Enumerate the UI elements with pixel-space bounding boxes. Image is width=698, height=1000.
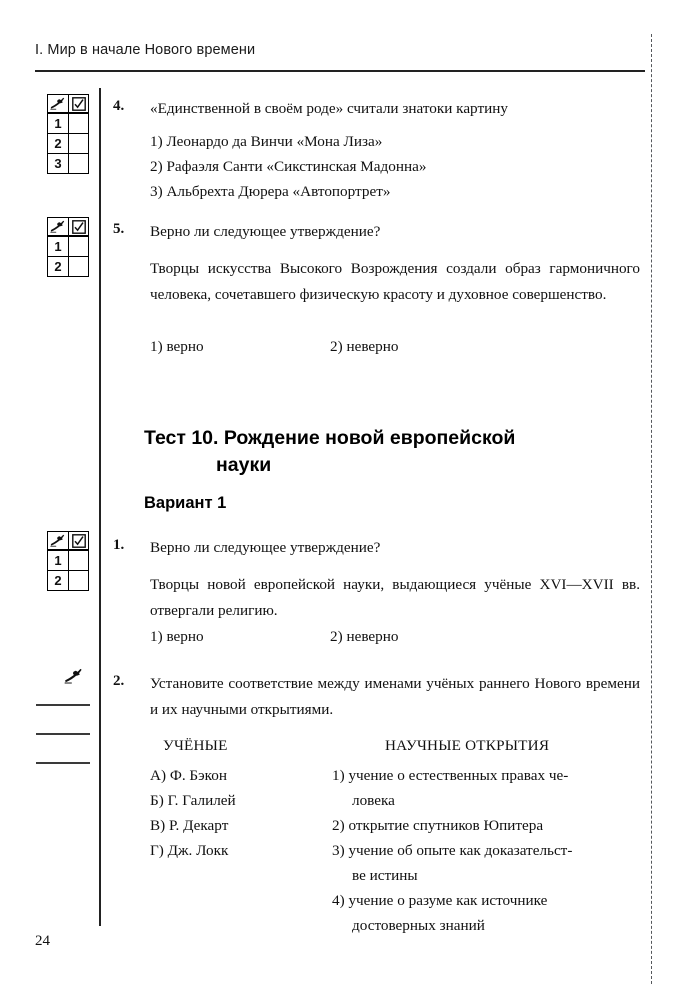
answer-box[interactable] <box>68 114 88 133</box>
test-title-line1: Рождение новой европейской <box>223 427 516 449</box>
write-line[interactable] <box>36 733 90 735</box>
answer-box[interactable] <box>68 551 88 570</box>
option-t10-q1-2[interactable]: 2) неверно <box>330 628 399 645</box>
answer-row-number: 2 <box>54 259 62 274</box>
question-prompt-5: Верно ли следующее утверждение? <box>150 223 381 240</box>
pen-nib-icon <box>48 218 68 235</box>
match-right-item-line2: ловека <box>352 792 395 809</box>
match-right-item-line1: открытие спутников Юпитера <box>348 817 544 834</box>
match-right-item-line2: ве истины <box>352 867 418 884</box>
answer-row-number: 2 <box>54 573 62 588</box>
match-right-header: НАУЧНЫЕ ОТКРЫТИЯ <box>385 737 550 754</box>
match-left-item[interactable]: Б) Г. Галилей <box>150 792 236 809</box>
test-title-label: Тест 10. <box>144 427 219 449</box>
match-right-item-num: 2) <box>332 817 345 834</box>
pen-nib-icon <box>48 95 68 112</box>
page-number: 24 <box>35 933 50 949</box>
question-number-t10-1: 1. <box>113 537 125 553</box>
header-rule <box>35 70 645 72</box>
column-separator-rule <box>99 88 101 926</box>
answer-row-number: 1 <box>54 239 62 254</box>
match-right-item-num: 3) <box>332 842 345 859</box>
answer-row-number: 1 <box>54 116 62 131</box>
checked-checkbox-icon <box>68 95 88 112</box>
question-statement-5: Творцы искусства Высокого Возрождения создали образ гармоничного человека, сочетавшего физическую красоту и духовное совершенство. <box>150 260 640 303</box>
match-left-item[interactable]: А) Ф. Бэкон <box>150 767 227 784</box>
running-head: I. Мир в начале Нового времени <box>35 42 256 58</box>
match-left-item[interactable]: В) Р. Декарт <box>150 817 229 834</box>
answer-box[interactable] <box>68 571 88 590</box>
answer-box[interactable] <box>68 154 88 173</box>
answer-box[interactable] <box>68 237 88 256</box>
answer-grid-q4[interactable] <box>47 94 89 174</box>
question-prompt-t10-1: Верно ли следующее утверждение? <box>150 539 381 556</box>
match-right-item-line1: учение об опыте как доказательст- <box>348 842 573 859</box>
question-number-5: 5. <box>113 221 125 237</box>
match-right-item[interactable] <box>332 838 652 888</box>
match-left-header: УЧЁНЫЕ <box>163 737 228 754</box>
match-right-item[interactable] <box>332 763 652 813</box>
question-statement-t10-1: Творцы новой европейской науки, выдающиеся учёные XVI—XVII вв. отвергали религию. <box>150 576 640 619</box>
write-line[interactable] <box>36 762 90 764</box>
variant-label: Вариант 1 <box>144 494 227 512</box>
pen-nib-icon <box>64 668 84 689</box>
checked-checkbox-icon <box>68 218 88 235</box>
answer-box[interactable] <box>68 134 88 153</box>
test-title <box>144 425 614 479</box>
match-right-item[interactable] <box>332 813 652 838</box>
match-right-item-num: 4) <box>332 892 345 909</box>
checked-checkbox-icon <box>68 532 88 549</box>
match-right-item-line1: учение о разуме как источнике <box>348 892 548 909</box>
question-prompt-4: «Единственной в своём роде» считали знатоки картину <box>150 100 508 117</box>
answer-row-number: 3 <box>54 156 62 171</box>
answer-row-number: 1 <box>54 553 62 568</box>
answer-grid-q5[interactable] <box>47 217 89 277</box>
option-q4-3[interactable]: 3) Альбрехта Дюрера «Автопортрет» <box>150 183 391 200</box>
answer-box[interactable] <box>68 257 88 276</box>
option-q5-1[interactable]: 1) верно <box>150 338 204 355</box>
match-left-item[interactable]: Г) Дж. Локк <box>150 842 229 859</box>
write-line[interactable] <box>36 704 90 706</box>
question-number-t10-2: 2. <box>113 673 125 689</box>
question-prompt-t10-2: Установите соответствие между именами учёных раннего Нового времени и их научными открытиями. <box>150 675 640 718</box>
answer-row-number: 2 <box>54 136 62 151</box>
answer-grid-t10-q1[interactable] <box>47 531 89 591</box>
option-q4-1[interactable]: 1) Леонардо да Винчи «Мона Лиза» <box>150 133 383 150</box>
option-t10-q1-1[interactable]: 1) верно <box>150 628 204 645</box>
match-right-item-line2: достоверных знаний <box>352 917 485 934</box>
question-number-4: 4. <box>113 98 125 114</box>
test-title-line2: науки <box>216 454 272 476</box>
match-right-item[interactable] <box>332 888 652 938</box>
match-right-item-line1: учение о естественных правах че- <box>348 767 569 784</box>
match-right-item-num: 1) <box>332 767 345 784</box>
option-q4-2[interactable]: 2) Рафаэля Санти «Сикстинская Мадонна» <box>150 158 427 175</box>
pen-nib-icon <box>48 532 68 549</box>
option-q5-2[interactable]: 2) неверно <box>330 338 399 355</box>
